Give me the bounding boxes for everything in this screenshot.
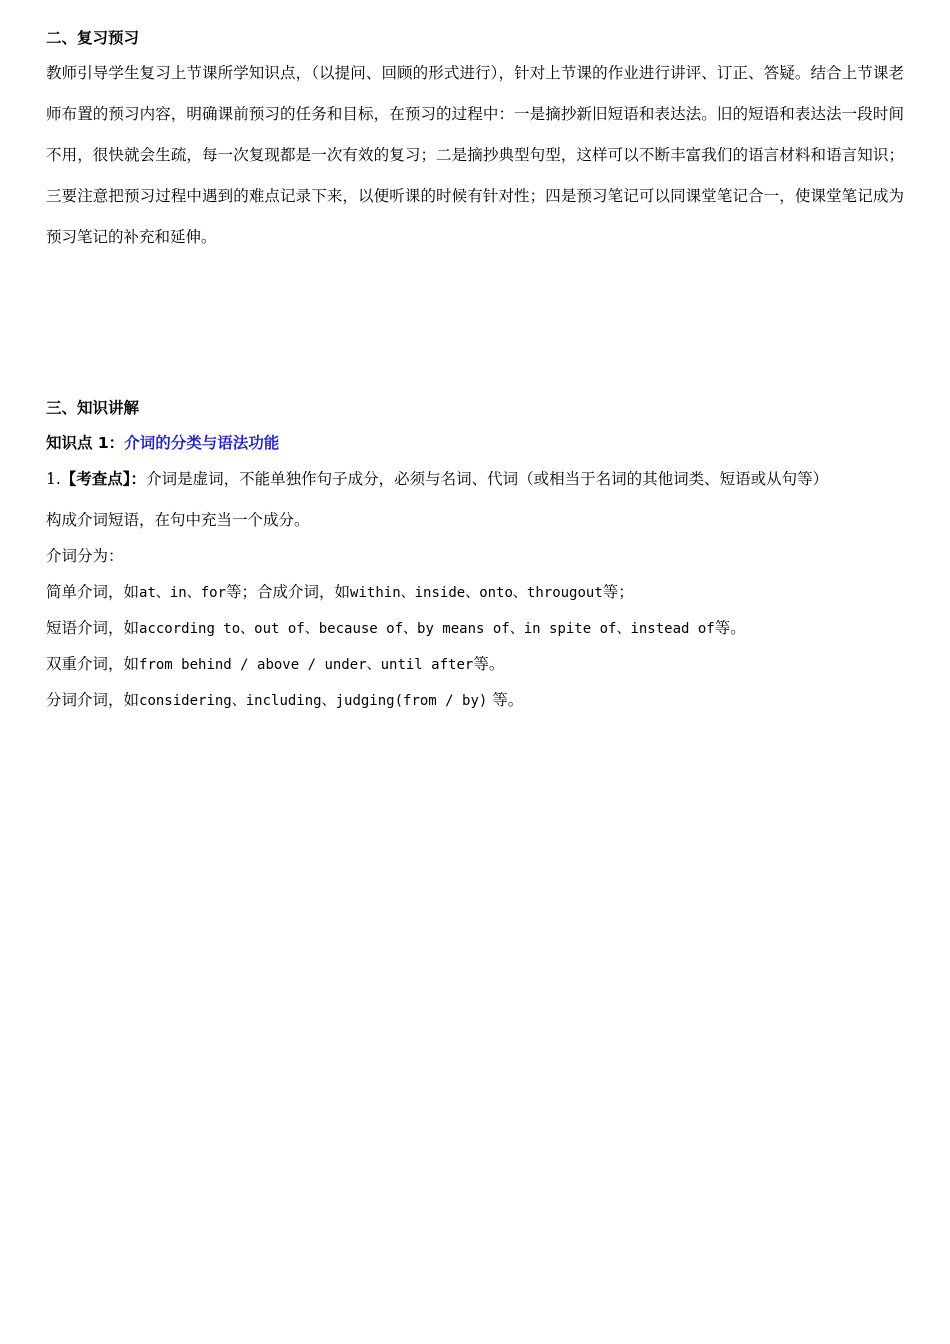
simple-prepositions-line [46, 581, 634, 604]
knowledge-point-label: 知识点 1： [46, 434, 125, 452]
compound-examples: within、inside、onto、througout [350, 585, 603, 601]
categories-intro: 介词分为： [46, 547, 124, 565]
participial-label: 分词介词，如 [46, 691, 140, 709]
exam-point-number: 1. [46, 470, 61, 488]
double-examples: from behind / above / under、until after [139, 657, 474, 673]
participial-end: 等。 [487, 691, 524, 709]
exam-point-text: 介词是虚词，不能单独作句子成分，必须与名词、代词（或相当于名词的其他词类、短语或从句等） [146, 470, 829, 488]
participial-examples: considering、including、judging(from / by) [139, 693, 488, 709]
participial-prepositions-line [46, 689, 523, 712]
simple-end: 等； [602, 583, 634, 601]
simple-mid: 等；合成介词，如 [226, 583, 351, 601]
phrasal-examples: according to、out of、because of、by means of、in spite of、instead of [139, 621, 715, 637]
simple-label: 简单介词，如 [46, 583, 140, 601]
exam-point-label: 【考查点】： [60, 469, 147, 488]
double-label: 双重介词，如 [46, 655, 140, 673]
phrasal-prepositions-line [46, 617, 746, 640]
simple-examples: at、in、for [139, 585, 227, 601]
section-heading-review: 二、复习预习 [46, 29, 140, 47]
phrasal-label: 短语介词，如 [46, 619, 140, 637]
exam-point-continuation: 构成介词短语，在句中充当一个成分。 [46, 511, 310, 529]
review-paragraph: 教师引导学生复习上节课所学知识点，（以提问、回顾的形式进行），针对上节课的作业进行讲评、订正、答疑。结合上节课老师布置的预习内容，明确课前预习的任务和目标，在预习的过程中：一是摘抄新旧短语和表达法。旧的短语和表达法一段时间不用，很快就会生疏，每一次复现都是一次有效的复习；二是摘抄典型句型，这样可以不断丰富我们的语言材料和语言知识；三要注意把预习过程中遇到的难点记录下来，以便听课的时候有针对性；四是预习笔记可以同课堂笔记合一，使课堂笔记成为预习笔记的补充和延伸。 [46, 64, 904, 246]
knowledge-point-topic: 介词的分类与语法功能 [124, 434, 280, 452]
section-heading-knowledge: 三、知识讲解 [46, 399, 140, 417]
phrasal-end: 等。 [714, 619, 746, 637]
exam-point-line [46, 468, 828, 490]
double-end: 等。 [473, 655, 505, 673]
knowledge-point-title [46, 432, 279, 454]
double-prepositions-line [46, 653, 504, 676]
